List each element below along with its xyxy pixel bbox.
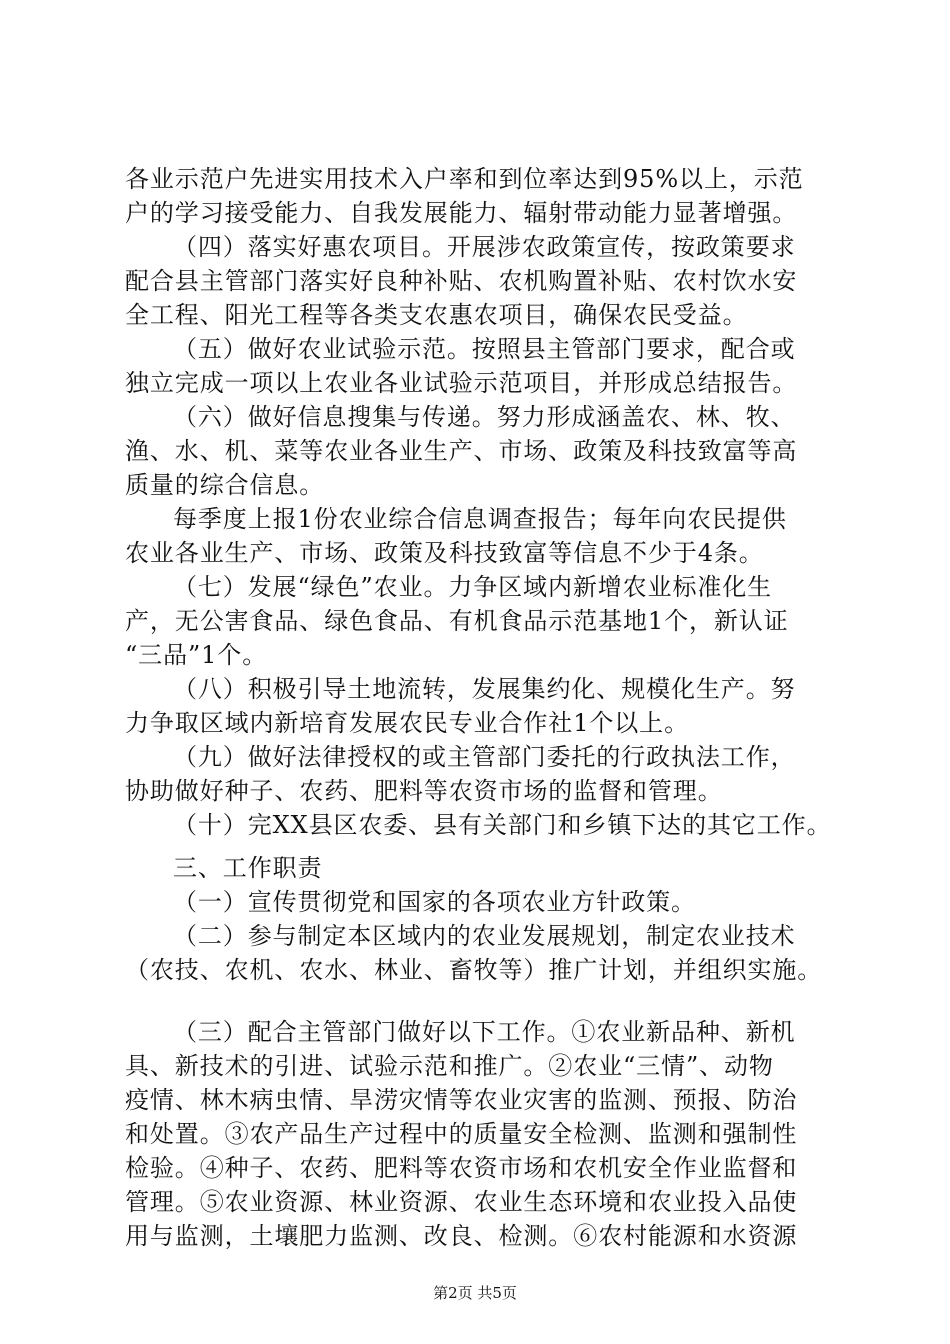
text-line: （农技、农机、农水、林业、畜牧等）推广计划，并组织实施。 bbox=[125, 956, 823, 984]
text-line: （六）做好信息搜集与传递。努力形成涵盖农、林、牧、 bbox=[173, 403, 796, 431]
text-line: 用与监测，土壤肥力监测、改良、检测。⑥农村能源和水资源 bbox=[125, 1222, 798, 1250]
text-line: 渔、水、机、菜等农业各业生产、市场、政策及科技致富等高 bbox=[125, 437, 798, 465]
text-line: （五）做好农业试验示范。按照县主管部门要求，配合或 bbox=[173, 335, 796, 363]
text-line: 疫情、林木病虫情、旱涝灾情等农业灾害的监测、预报、防治 bbox=[125, 1086, 798, 1114]
text-line: 协助做好种子、农药、肥料等农资市场的监督和管理。 bbox=[125, 777, 723, 805]
text-line: （八）积极引导土地流转，发展集约化、规模化生产。努 bbox=[173, 675, 796, 703]
text-line: （七）发展“绿色”农业。力争区域内新增农业标准化生 bbox=[173, 573, 773, 601]
text-line: 检验。④种子、农药、肥料等农资市场和农机安全作业监督和 bbox=[125, 1154, 798, 1182]
text-line: 独立完成一项以上农业各业试验示范项目，并形成总结报告。 bbox=[125, 369, 798, 397]
text-line: 和处置。③农产品生产过程中的质量安全检测、监测和强制性 bbox=[125, 1120, 798, 1148]
text-line: （十）完XX县区农委、县有关部门和乡镇下达的其它工作。 bbox=[173, 811, 832, 839]
text-line: 各业示范户先进实用技术入户率和到位率达到95%以上，示范 bbox=[125, 165, 804, 193]
text-line: 质量的综合信息。 bbox=[125, 471, 325, 499]
text-line: （九）做好法律授权的或主管部门委托的行政执法工作， bbox=[173, 743, 796, 771]
text-line: 每季度上报1份农业综合信息调查报告；每年向农民提供 bbox=[173, 505, 787, 533]
text-line: 产，无公害食品、绿色食品、有机食品示范基地1个，新认证 bbox=[125, 607, 789, 635]
text-line: 全工程、阳光工程等各类支农惠农项目，确保农民受益。 bbox=[125, 301, 748, 329]
text-line: （三）配合主管部门做好以下工作。①农业新品种、新机 bbox=[173, 1018, 796, 1046]
text-line: （四）落实好惠农项目。开展涉农政策宣传，按政策要求 bbox=[173, 233, 796, 261]
text-line: “三品”1个。 bbox=[125, 641, 268, 669]
text-line: （一）宣传贯彻党和国家的各项农业方针政策。 bbox=[173, 888, 696, 916]
text-line: 户的学习接受能力、自我发展能力、辐射带动能力显著增强。 bbox=[125, 199, 798, 227]
text-line: 配合县主管部门落实好良种补贴、农机购置补贴、农村饮水安 bbox=[125, 267, 798, 295]
page-footer: 第2页 共5页 bbox=[433, 1284, 517, 1302]
text-line: 管理。⑤农业资源、林业资源、农业生态环境和农业投入品使 bbox=[125, 1188, 798, 1216]
text-line: 三、工作职责 bbox=[173, 854, 323, 882]
text-line: 力争取区域内新培育发展农民专业合作社1个以上。 bbox=[125, 709, 689, 737]
text-line: 具、新技术的引进、试验示范和推广。②农业“三情”、动物 bbox=[125, 1052, 774, 1080]
text-line: 农业各业生产、市场、政策及科技致富等信息不少于4条。 bbox=[125, 539, 764, 567]
text-line: （二）参与制定本区域内的农业发展规划，制定农业技术 bbox=[173, 922, 796, 950]
